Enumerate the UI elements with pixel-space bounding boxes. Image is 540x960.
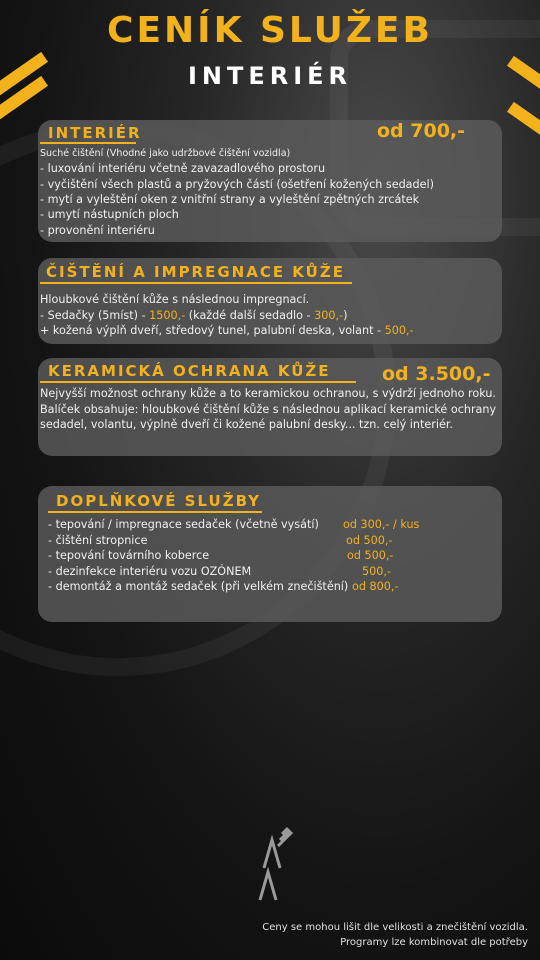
extras-row-label: - čištění stropnice	[48, 534, 148, 547]
extras-title: DOPLŇKOVÉ SLUŽBY	[56, 492, 262, 510]
ceramic-line: Nejvyšší možnost ochrany kůže a to keramickou ochranou, s výdrží jednoho roku.	[40, 387, 496, 400]
interior-item: - umytí nástupních ploch	[40, 208, 179, 221]
leather-extras-label: + kožená výplň dveří, středový tunel, palubní deska, volant -	[40, 324, 385, 337]
extras-row-price: od 300,- / kus	[343, 518, 420, 531]
ceramic-title-underline	[40, 381, 356, 383]
leather-extras-price: 500,-	[384, 324, 414, 337]
leather-extra-seat-price: 300,-	[314, 309, 344, 322]
extras-row-price: od 800,-	[352, 580, 399, 593]
interior-title-underline	[40, 142, 136, 144]
extras-row-label: - tepování / impregnace sedaček (včetně vysátí)	[48, 518, 319, 531]
extras-row-label: - demontáž a montáž sedaček (při velkém znečištění)	[48, 580, 349, 593]
leather-line-2	[40, 308, 347, 324]
interior-item: - provonění interiéru	[40, 224, 155, 237]
ceramic-title: KERAMICKÁ OCHRANA KŮŽE	[48, 362, 331, 380]
floor-mat-logo-icon	[250, 820, 296, 910]
ceramic-line: sedadel, volantu, výplně dveří či kožené palubní desky... tzn. celý interiér.	[40, 418, 453, 431]
page-subtitle: INTERIÉR	[187, 62, 353, 90]
extras-row-label: - dezinfekce interiéru vozu OZÓNEM	[48, 565, 252, 578]
extras-title-underline	[48, 511, 262, 513]
interior-item: - mytí a vyleštění oken z vnitřní strany a vyleštění zpětných zrcátek	[40, 193, 420, 206]
leather-title: ČIŠTĚNÍ A IMPREGNACE KŮŽE	[46, 263, 345, 281]
extras-row-price: od 500,-	[346, 534, 393, 547]
leather-title-underline	[40, 282, 352, 284]
footer-note	[262, 920, 528, 950]
leather-close-paren: )	[343, 309, 348, 322]
interior-item: - vyčištění všech plastů a pryžových částí (ošetření kožených sedadel)	[40, 178, 434, 191]
interior-note: Suché čištění (Vhodné jako udržbové čištění vozidla)	[40, 148, 291, 159]
ceramic-price: od 3.500,-	[382, 363, 491, 385]
extras-row-price: 500,-	[362, 565, 391, 578]
leather-seats-price: 1500,-	[149, 309, 186, 322]
leather-seats-label: - Sedačky (5míst) -	[40, 309, 150, 322]
leather-extra-seat-label: (každé další sedadlo -	[185, 309, 315, 322]
leather-line-3	[40, 323, 414, 339]
extras-row-label: - tepování továrního koberce	[48, 549, 210, 562]
extras-row-price: od 500,-	[347, 549, 394, 562]
interior-price: od 700,-	[377, 120, 466, 142]
ceramic-line: Balíček obsahuje: hloubkové čištění kůže s následnou aplikací keramické ochrany	[40, 403, 497, 416]
interior-item: - luxování interiéru včetně zavazadlového prostoru	[40, 162, 326, 175]
footer-line-2: Programy lze kombinovat dle potřeby	[340, 937, 528, 948]
interior-title: INTERIÉR	[48, 124, 142, 142]
page-title: CENÍK SLUŽEB	[107, 10, 433, 51]
leather-line-1: Hloubkové čištění kůže s následnou impregnací.	[40, 293, 310, 306]
footer-line-1: Ceny se mohou lišit dle velikosti a znečištění vozidla.	[262, 922, 528, 933]
